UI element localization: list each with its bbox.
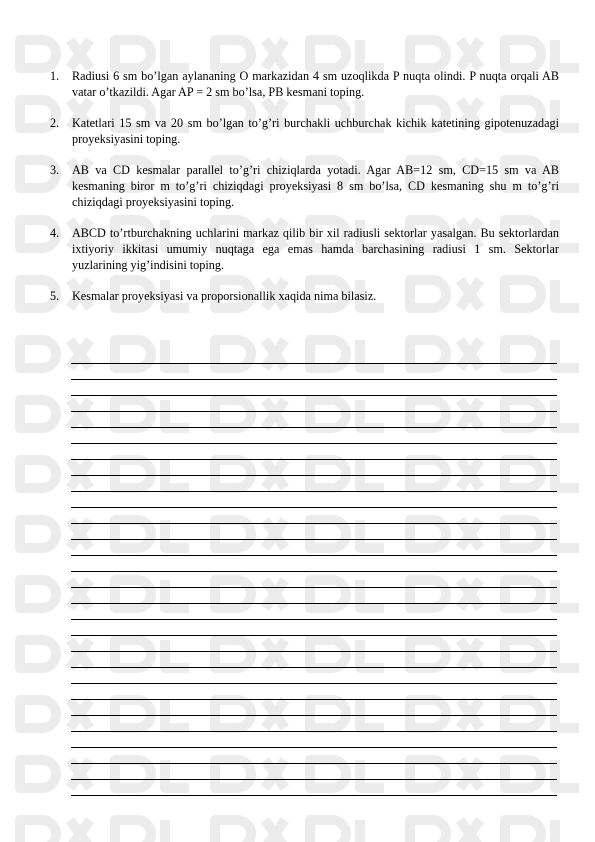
problem-text: AB va CD kesmalar parallel to’g’ri chiziqlarda yotadi. Agar AB=12 sm, CD=15 sm va AB kesmaning biror m to’g’ri chiziqdagi proyeksiyasi 8 sm bo’lsa, CD kesmaning shu m to’g’ri chiziqdagi proyeksiyasini toping. [72,163,559,209]
answer-line[interactable] [71,684,557,700]
problem-item [50,115,559,147]
answer-line[interactable] [71,652,557,668]
answer-line[interactable] [71,380,557,396]
problem-text: Katetlari 15 sm va 20 sm bo’lgan to’g’ri burchakli uchburchak kichik katetining gipotenuzadagi proyeksiyasini toping. [72,116,559,146]
problem-number: 5. [50,289,60,303]
answer-line[interactable] [71,460,557,476]
answer-line[interactable] [71,764,557,780]
problem-list [50,68,559,319]
answer-line[interactable] [71,556,557,572]
answer-line[interactable] [71,604,557,620]
answer-line[interactable] [71,636,557,652]
answer-line[interactable] [71,524,557,540]
problem-number: 4. [50,226,60,240]
answer-line[interactable] [71,476,557,492]
problem-number: 3. [50,163,60,177]
problem-text: Kesmalar proyeksiyasi va proporsionallik xaqida nima bilasiz. [72,289,377,303]
answer-line[interactable] [71,732,557,748]
answer-line[interactable] [71,748,557,764]
answer-lines [71,348,557,796]
answer-line[interactable] [71,700,557,716]
problem-item [50,162,559,210]
answer-line[interactable] [71,396,557,412]
answer-line[interactable] [71,540,557,556]
problem-item [50,68,559,100]
answer-line[interactable] [71,716,557,732]
problem-text: ABCD to’rtburchakning uchlarini markaz qilib bir xil radiusli sektorlar yasalgan. Bu sektorlardan ixtiyoriy ikkitasi umumiy nuqtaga ega emas hamda barchasining radiusi 1 sm. Sektorlar yuzlarining yig’indisini toping. [72,226,559,272]
problem-item [50,288,559,304]
problem-text: Radiusi 6 sm bo’lgan aylananing O markazidan 4 sm uzoqlikda P nuqta olindi. P nuqta orqali AB vatar o’tkazildi. Agar AP = 2 sm bo’lsa, PB kesmani toping. [72,69,559,99]
problem-number: 1. [50,69,60,83]
answer-line[interactable] [71,444,557,460]
answer-line[interactable] [71,668,557,684]
answer-line[interactable] [71,364,557,380]
answer-line[interactable] [71,620,557,636]
problem-number: 2. [50,116,60,130]
answer-line[interactable] [71,780,557,796]
answer-line[interactable] [71,588,557,604]
answer-line[interactable] [71,348,557,364]
answer-line[interactable] [71,428,557,444]
answer-line[interactable] [71,508,557,524]
problem-item [50,225,559,273]
answer-line[interactable] [71,492,557,508]
answer-line[interactable] [71,412,557,428]
answer-line[interactable] [71,572,557,588]
